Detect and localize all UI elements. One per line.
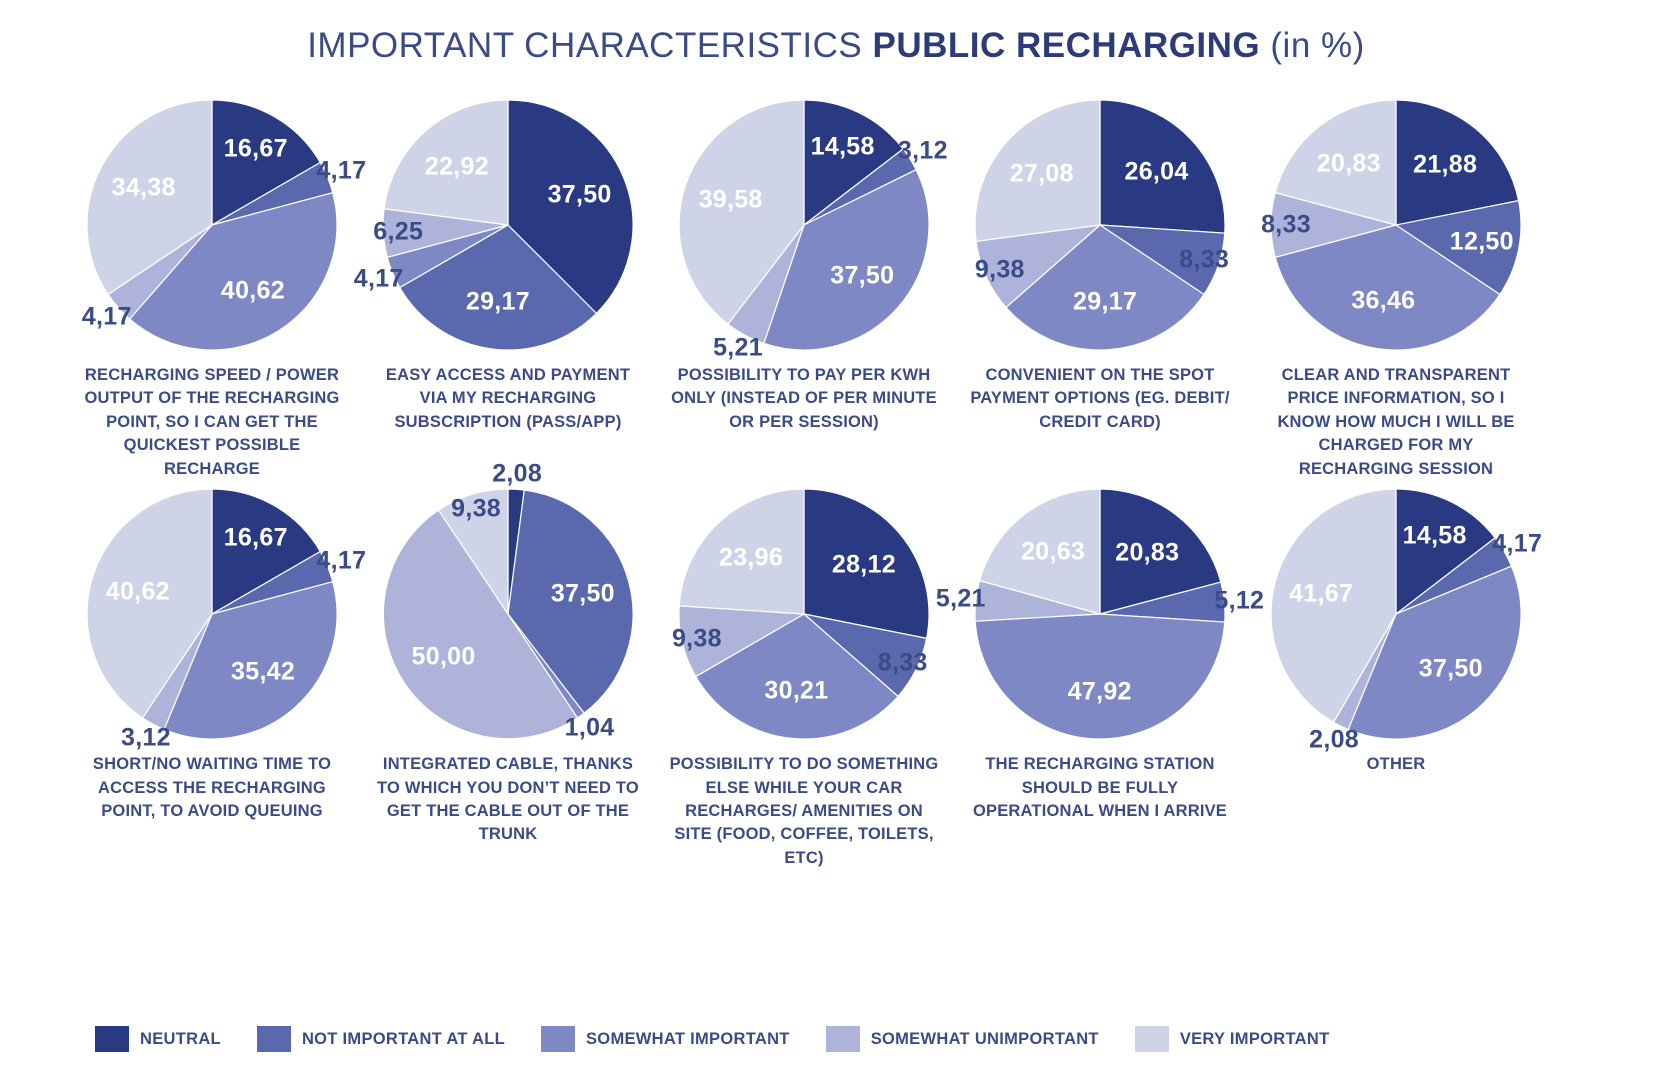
legend-item <box>95 1026 221 1052</box>
pie-slice-label: 20,83 <box>1316 149 1381 177</box>
pie-chart-caption: SHORT/NO WAITING TIME TO ACCESS THE RECHARGING POINT, TO AVOID QUEUING <box>92 755 332 820</box>
page-title-part1: IMPORTANT CHARACTERISTICS <box>307 26 873 65</box>
legend-label: NEUTRAL <box>140 1029 221 1048</box>
pie-slice-label: 9,38 <box>671 624 722 653</box>
legend-item <box>541 1026 790 1052</box>
pie-chart-cell <box>952 100 1248 481</box>
pie-chart-caption: POSSIBILITY TO DO SOMETHING ELSE WHILE YOUR CAR RECHARGES/ AMENITIES ON SITE (FOOD, COFFEE, TOILETS, ETC) <box>669 755 939 867</box>
pie-slice-label: 35,42 <box>231 657 296 686</box>
pie-chart <box>974 100 1230 350</box>
legend-swatch <box>541 1026 575 1052</box>
pie-svg <box>87 489 337 739</box>
legend-item <box>257 1026 505 1052</box>
pie-slice-label: 4,17 <box>1492 529 1543 558</box>
pie-slice-label: 40,62 <box>220 276 285 305</box>
pie-slice-label: 20,63 <box>1021 537 1086 566</box>
pie-slice-label: 9,38 <box>451 494 501 523</box>
legend-swatch <box>826 1026 860 1052</box>
pie-svg <box>1271 489 1521 739</box>
pie-slice-label: 5,21 <box>713 333 763 362</box>
pie-svg <box>383 489 633 739</box>
pie-slice-label: 21,88 <box>1413 150 1478 179</box>
pie-chart <box>383 459 633 742</box>
page-title-part2: (in %) <box>1260 26 1365 65</box>
pie-slice-label: 22,92 <box>424 152 489 181</box>
pie-slice-label: 2,08 <box>492 459 543 488</box>
pie-slice-label: 12,50 <box>1449 227 1514 256</box>
legend-item <box>1135 1026 1330 1052</box>
pie-slice-label: 34,38 <box>111 173 176 202</box>
charts-grid <box>0 100 1672 870</box>
pie-slice-label: 5,21 <box>935 584 986 613</box>
pie-chart-caption: EASY ACCESS AND PAYMENT VIA MY RECHARGING SUBSCRIPTION (PASS/APP) <box>385 366 631 431</box>
pie-slice-label: 28,12 <box>831 550 896 579</box>
pie-slice-label: 4,17 <box>316 156 367 185</box>
pie-chart-cell <box>1248 100 1544 481</box>
pie-slice-label: 4,17 <box>316 546 367 575</box>
charts-row-2 <box>0 459 1672 870</box>
pie-slice-label: 30,21 <box>764 676 829 705</box>
pie-slice-label: 5,12 <box>1214 586 1265 615</box>
pie-slice-label: 40,62 <box>105 577 170 606</box>
pie-slice-label: 3,12 <box>121 723 171 752</box>
legend-swatch <box>1135 1026 1169 1052</box>
pie-slice-label: 8,33 <box>1179 245 1230 274</box>
pie-chart-caption: THE RECHARGING STATION SHOULD BE FULLY OPERATIONAL WHEN I ARRIVE <box>972 755 1228 820</box>
pie-chart-cell <box>360 459 656 870</box>
pie-slice-label: 2,08 <box>1309 725 1360 754</box>
page-title <box>0 0 1672 66</box>
legend-label: VERY IMPORTANT <box>1179 1029 1330 1048</box>
pie-chart-cell <box>935 489 1265 870</box>
legend-label: SOMEWHAT UNIMPORTANT <box>870 1029 1099 1048</box>
pie-svg <box>679 100 929 350</box>
pie-slice-label: 37,50 <box>1418 654 1483 683</box>
pie-chart-caption: POSSIBILITY TO PAY PER KWH ONLY (INSTEAD OF PER MINUTE OR PER SESSION) <box>671 366 937 431</box>
pie-slice-label: 37,50 <box>550 579 615 608</box>
pie-slice-label: 20,83 <box>1115 538 1180 567</box>
pie-chart-cell <box>64 100 367 481</box>
pie-slice-label: 39,58 <box>698 185 763 214</box>
legend-label: SOMEWHAT IMPORTANT <box>586 1029 790 1048</box>
pie-chart-cell <box>1248 489 1544 870</box>
pie-chart-caption: OTHER <box>1366 755 1426 774</box>
pie-slice-label: 1,04 <box>564 713 615 742</box>
pie-chart-cell <box>656 100 952 481</box>
charts-row-1 <box>0 100 1672 481</box>
pie-slice-label: 41,67 <box>1289 579 1354 608</box>
pie-chart <box>81 100 367 350</box>
pie-chart-caption: INTEGRATED CABLE, THANKS TO WHICH YOU DON’T NEED TO GET THE CABLE OUT OF THE TRUNK <box>377 755 639 844</box>
pie-slice-label: 14,58 <box>1402 521 1467 550</box>
pie-chart-cell <box>656 489 952 870</box>
pie-slice-label: 27,08 <box>1009 159 1074 188</box>
pie-slice-label: 37,50 <box>547 180 612 209</box>
pie-chart <box>353 100 633 350</box>
pie-slice-label: 16,67 <box>223 523 288 552</box>
pie-slice-label: 3,12 <box>897 136 948 165</box>
pie-chart-cell <box>353 100 656 481</box>
legend-swatch <box>257 1026 291 1052</box>
pie-slice-label: 26,04 <box>1124 157 1189 186</box>
pie-slice-label: 37,50 <box>830 261 895 290</box>
legend-swatch <box>95 1026 129 1052</box>
pie-slice-label: 9,38 <box>974 255 1025 284</box>
pie-slice-label: 47,92 <box>1067 677 1132 706</box>
pie-slice-label: 6,25 <box>373 217 424 246</box>
pie-slice-label: 16,67 <box>223 134 288 163</box>
pie-slice-label: 8,33 <box>1261 210 1311 239</box>
legend <box>95 1026 1365 1052</box>
legend-label: NOT IMPORTANT AT ALL <box>301 1029 505 1048</box>
pie-slice-label: 4,17 <box>81 302 132 331</box>
pie-chart-caption: RECHARGING SPEED / POWER OUTPUT OF THE RECHARGING POINT, SO I CAN GET THE QUICKEST POSSIBLE RECHARGE <box>84 366 340 478</box>
page-title-strong: PUBLIC RECHARGING <box>872 26 1261 65</box>
pie-slice-label: 50,00 <box>411 642 476 671</box>
pie-chart-caption: CLEAR AND TRANSPARENT PRICE INFORMATION, SO I KNOW HOW MUCH I WILL BE CHARGED FOR MY RECHARGING SESSION <box>1277 366 1515 478</box>
pie-chart-caption: CONVENIENT ON THE SPOT PAYMENT OPTIONS (EG. DEBIT/ CREDIT CARD) <box>970 366 1230 431</box>
pie-slice-label: 36,46 <box>1351 286 1416 315</box>
pie-chart <box>671 489 929 739</box>
pie-chart <box>1271 489 1543 754</box>
pie-chart-cell <box>64 489 367 870</box>
pie-slice-label: 23,96 <box>718 543 784 572</box>
pie-chart <box>935 489 1265 739</box>
pie-slice-label: 29,17 <box>465 287 530 316</box>
pie-chart <box>1261 100 1521 350</box>
pie-slice-label: 14,58 <box>810 132 875 161</box>
pie-slice-label: 4,17 <box>353 264 404 293</box>
pie-chart <box>87 489 367 752</box>
pie-slice-label: 8,33 <box>877 648 928 677</box>
pie-chart <box>679 100 948 362</box>
pie-slice-label: 29,17 <box>1073 287 1138 316</box>
legend-item <box>826 1026 1099 1052</box>
